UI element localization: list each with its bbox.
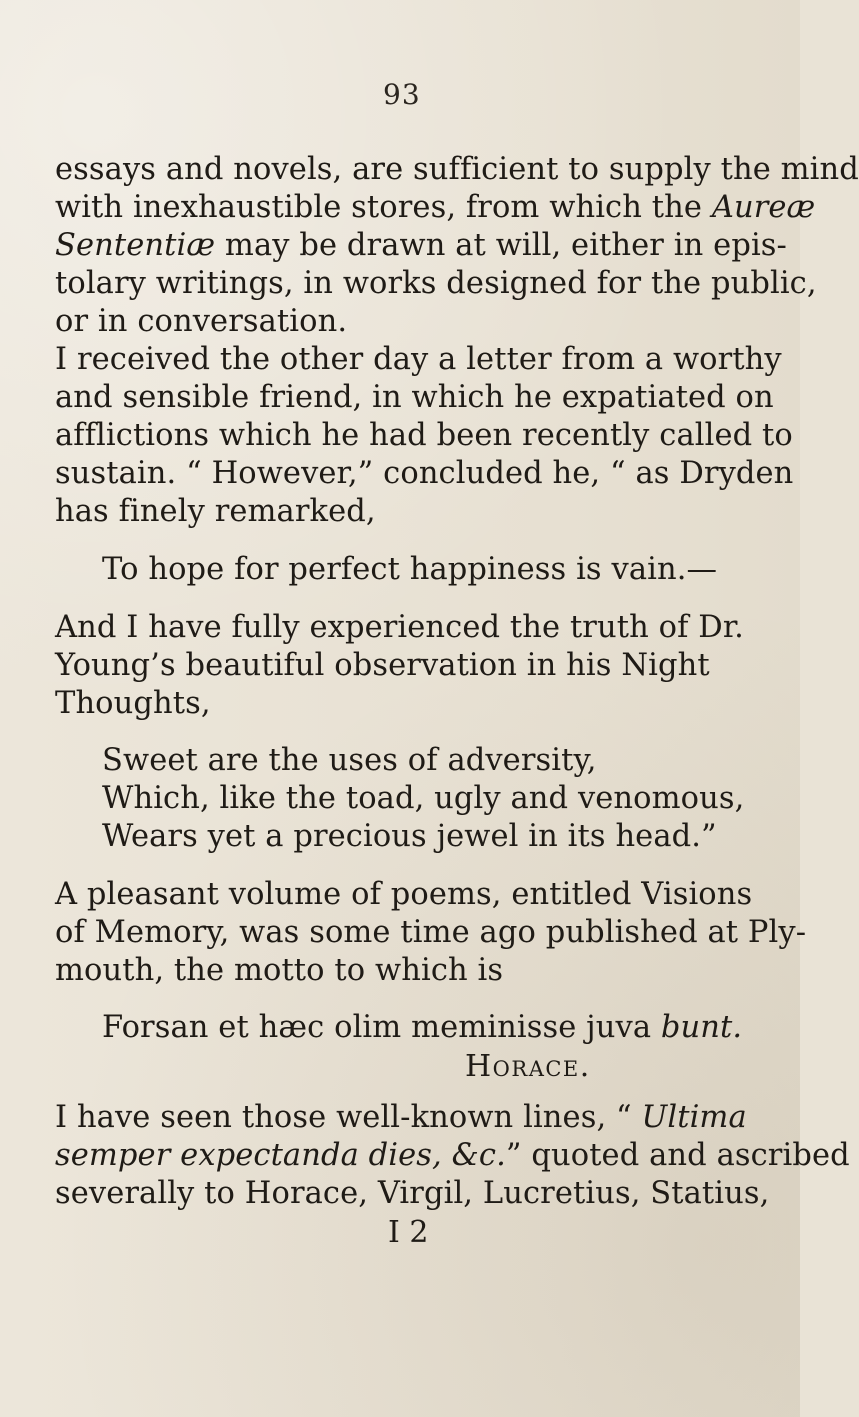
text-line: or in conversation. — [55, 304, 348, 339]
text-line: sustain. “ However,” concluded he, “ as Dryden — [55, 456, 794, 491]
italic-text: Ultima — [641, 1100, 747, 1135]
text-line: of Memory, was some time ago published at Ply- — [55, 915, 807, 950]
page-number: 93 — [383, 78, 421, 111]
text-line: mouth, the motto to which is — [55, 953, 504, 988]
text-line: severally to Horace, Virgil, Lucretius, Statius, — [55, 1176, 770, 1211]
italic-text: Aureæ — [711, 190, 816, 225]
text-line: tolary writings, in works designed for the public, — [55, 266, 817, 301]
motto-line — [102, 1010, 743, 1045]
text-line — [55, 190, 816, 225]
text-segment: may be drawn at will, either in epis- — [215, 228, 787, 263]
verse-line: Which, like the toad, ugly and venomous, — [102, 781, 745, 816]
text-segment: ” quoted and ascribed — [505, 1138, 850, 1173]
text-line — [55, 1138, 850, 1173]
motto-attribution: Horace. — [465, 1049, 591, 1084]
signature-mark: I 2 — [388, 1215, 429, 1250]
italic-text: bunt. — [660, 1010, 743, 1045]
text-line: afflictions which he had been recently called to — [55, 418, 793, 453]
verse-line: To hope for perfect happiness is vain.— — [102, 552, 718, 587]
text-line: essays and novels, are sufficient to supply the mind — [55, 152, 859, 187]
verse-line: Wears yet a precious jewel in its head.” — [102, 819, 717, 854]
text-line: and sensible friend, in which he expatiated on — [55, 380, 774, 415]
verse-line: Sweet are the uses of adversity, — [102, 743, 597, 778]
text-line — [55, 1100, 747, 1135]
text-segment: with inexhaustible stores, from which the — [55, 190, 712, 225]
text-line — [55, 228, 787, 263]
italic-text: semper expectanda dies, &c. — [55, 1138, 506, 1173]
text-line: Thoughts, — [55, 686, 211, 721]
text-segment: I have seen those well-known lines, “ — [55, 1100, 642, 1135]
text-line: Young’s beautiful observation in his Night — [55, 648, 710, 683]
text-line: A pleasant volume of poems, entitled Visions — [55, 877, 753, 912]
text-line: I received the other day a letter from a worthy — [55, 342, 782, 377]
text-line: And I have fully experienced the truth of Dr. — [55, 610, 744, 645]
italic-text: Sententiæ — [55, 228, 216, 263]
text-line: has finely remarked, — [55, 494, 376, 529]
text-segment: Forsan et hæc olim meminisse juva — [102, 1010, 661, 1045]
